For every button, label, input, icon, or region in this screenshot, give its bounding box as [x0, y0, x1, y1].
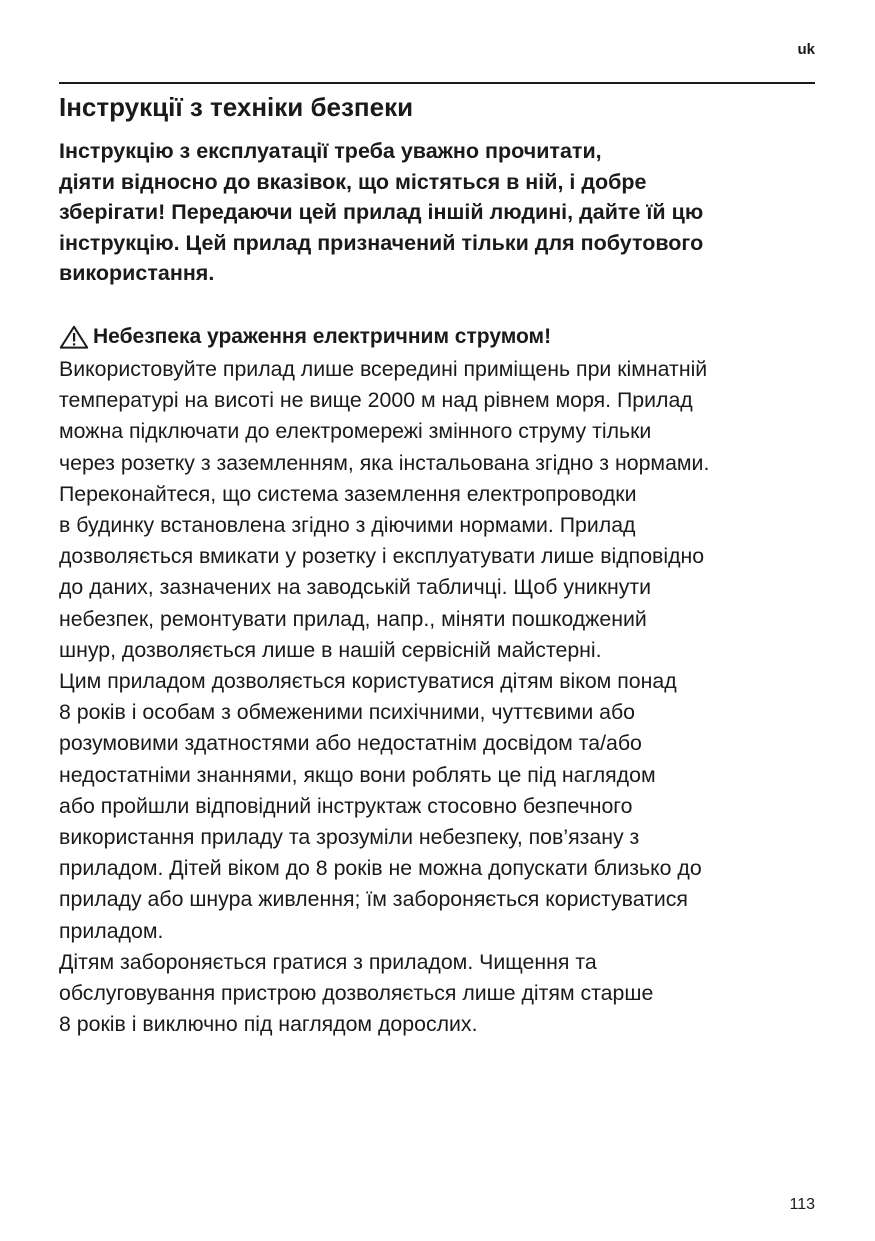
intro-paragraph — [59, 136, 819, 289]
header-divider — [59, 82, 815, 84]
warning-heading — [59, 322, 551, 352]
body-line: Використовуйте прилад лише всередині приміщень при кімнатній — [59, 357, 708, 381]
body-line: через розетку з заземленням, яка інстальована згідно з нормами. — [59, 450, 710, 475]
safety-body-text — [59, 354, 821, 1040]
warning-heading-text: Небезпека ураження електричним струмом! — [93, 325, 552, 348]
body-line: 8 років і особам з обмеженими психічними, чуттєвими або — [59, 700, 636, 725]
body-line: приладом. — [59, 918, 164, 943]
body-line: температурі на висоті не вище 2000 м над рівнем моря. Прилад — [59, 388, 693, 413]
body-line: Переконайтеся, що система заземлення електропроводки — [59, 481, 637, 506]
intro-line: інструкцію. Цей прилад призначений тільки для побутового — [59, 230, 704, 255]
intro-line: використання. — [59, 261, 215, 285]
body-line: 8 років і виключно під наглядом дорослих. — [59, 1012, 478, 1037]
body-line: Цим приладом дозволяється користуватися дітям віком понад — [59, 669, 677, 694]
intro-line: діяти відносно до вказівок, що містяться в ній, і добре — [59, 169, 647, 194]
warning-triangle-icon — [59, 325, 89, 349]
body-line: недостатніми знаннями, якщо вони роблять це під наглядом — [59, 762, 656, 787]
body-line: можна підключати до електромережі змінного струму тільки — [59, 419, 652, 444]
body-line: або пройшли відповідний інструктаж стосовно безпечного — [59, 793, 633, 818]
body-line: в будинку встановлена згідно з діючими нормами. Прилад — [59, 513, 636, 538]
body-line: шнур, дозволяється лише в нашій сервісній майстерні. — [59, 637, 602, 662]
body-line: обслуговування пристрою дозволяється лише дітям старше — [59, 981, 654, 1006]
body-line: використання приладу та зрозуміли небезпеку, пов’язану з — [59, 825, 640, 850]
body-line: до даних, зазначених на заводській табличці. Щоб уникнути — [59, 575, 652, 600]
page-title: Інструкції з техніки безпеки — [59, 92, 414, 122]
intro-line: Інструкцію з експлуатації треба уважно прочитати, — [59, 139, 602, 163]
body-line: дозволяється вмикати у розетку і експлуатувати лише відповідно — [59, 544, 705, 569]
body-line: розумовими здатностями або недостатнім досвідом та/або — [59, 731, 642, 756]
language-code: uk — [797, 41, 815, 58]
page-number: 113 — [789, 1196, 815, 1213]
body-line: небезпек, ремонтувати прилад, напр., міняти пошкоджений — [59, 606, 647, 631]
body-line: Дітям забороняється гратися з приладом. Чищення та — [59, 949, 597, 974]
intro-line: зберігати! Передаючи цей прилад іншій людині, дайте їй цю — [59, 200, 704, 224]
body-line: приладу або шнура живлення; їм забороняється користуватися — [59, 887, 688, 912]
body-line: приладом. Дітей віком до 8 років не можна допускати близько до — [59, 856, 702, 881]
